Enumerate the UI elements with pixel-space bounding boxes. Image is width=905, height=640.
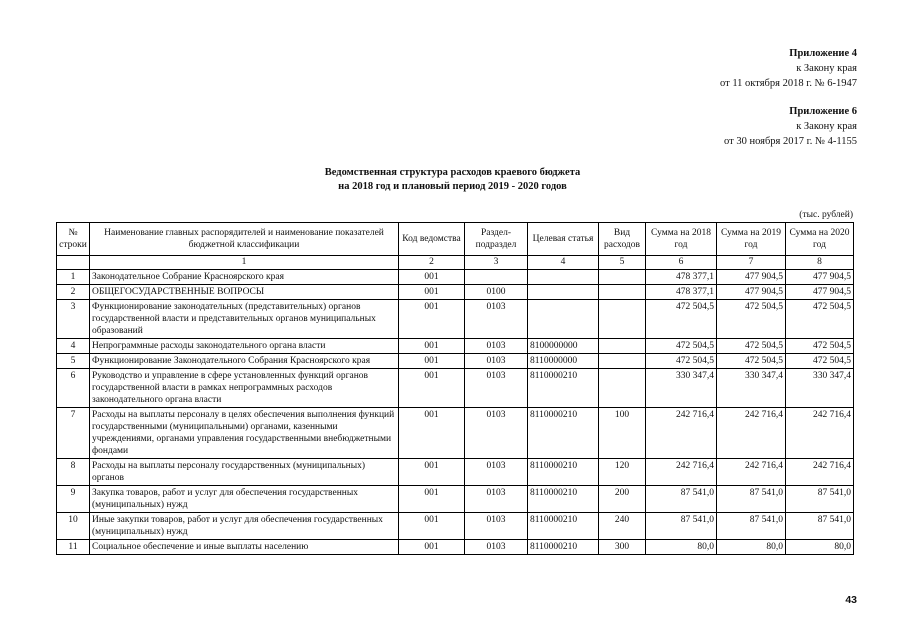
header-2019: Сумма на 2019 год [717, 223, 786, 256]
column-number: 2 [399, 256, 465, 270]
table-header-row [57, 223, 854, 256]
cell-dept: 001 [399, 459, 465, 486]
cell-n: 6 [57, 369, 90, 408]
cell-y2019: 242 716,4 [717, 408, 786, 459]
cell-n: 1 [57, 270, 90, 285]
cell-name: ОБЩЕГОСУДАРСТВЕННЫЕ ВОПРОСЫ [90, 285, 399, 300]
cell-section: 0103 [465, 540, 528, 555]
header-exptype: Вид расходов [599, 223, 646, 256]
table-row [57, 486, 854, 513]
table-row [57, 369, 854, 408]
table-row [57, 408, 854, 459]
cell-section: 0103 [465, 354, 528, 369]
cell-exptype: 200 [599, 486, 646, 513]
table-row [57, 540, 854, 555]
cell-y2019: 330 347,4 [717, 369, 786, 408]
cell-y2018: 478 377,1 [646, 285, 717, 300]
cell-dept: 001 [399, 369, 465, 408]
appendix-4-line1: к Закону края [796, 63, 857, 74]
budget-table [56, 222, 854, 555]
cell-y2019: 87 541,0 [717, 513, 786, 540]
cell-y2018: 87 541,0 [646, 513, 717, 540]
cell-target: 8110000210 [528, 459, 599, 486]
cell-y2018: 472 504,5 [646, 339, 717, 354]
cell-target [528, 300, 599, 339]
cell-y2018: 242 716,4 [646, 459, 717, 486]
cell-target [528, 270, 599, 285]
cell-exptype: 120 [599, 459, 646, 486]
header-target: Целевая статья [528, 223, 599, 256]
cell-dept: 001 [399, 408, 465, 459]
table-row [57, 270, 854, 285]
cell-y2018: 472 504,5 [646, 354, 717, 369]
page-number: 43 [845, 594, 857, 606]
cell-y2020: 477 904,5 [786, 285, 854, 300]
cell-name: Руководство и управление в сфере установленных функций органов государственной власти в рамках непрограммных расходов законодательного органа власти [90, 369, 399, 408]
cell-y2020: 472 504,5 [786, 339, 854, 354]
cell-y2020: 87 541,0 [786, 486, 854, 513]
cell-y2018: 330 347,4 [646, 369, 717, 408]
cell-y2019: 477 904,5 [717, 270, 786, 285]
cell-n: 9 [57, 486, 90, 513]
column-number-row [57, 256, 854, 270]
cell-y2019: 87 541,0 [717, 486, 786, 513]
cell-dept: 001 [399, 513, 465, 540]
cell-exptype [599, 285, 646, 300]
cell-exptype [599, 300, 646, 339]
cell-y2019: 242 716,4 [717, 459, 786, 486]
cell-section: 0103 [465, 408, 528, 459]
cell-exptype [599, 270, 646, 285]
column-number [57, 256, 90, 270]
cell-section: 0103 [465, 486, 528, 513]
appendix-6-line2: от 30 ноября 2017 г. № 4-1155 [724, 136, 857, 147]
appendix-4-line2: от 11 октября 2018 г. № 6-1947 [720, 78, 857, 89]
cell-name: Иные закупки товаров, работ и услуг для обеспечения государственных (муниципальных) нужд [90, 513, 399, 540]
appendix-6-line1: к Закону края [796, 121, 857, 132]
cell-y2018: 472 504,5 [646, 300, 717, 339]
cell-y2018: 478 377,1 [646, 270, 717, 285]
cell-n: 7 [57, 408, 90, 459]
appendix-4-header [720, 46, 857, 91]
cell-y2018: 242 716,4 [646, 408, 717, 459]
table-row [57, 354, 854, 369]
header-2018: Сумма на 2018 год [646, 223, 717, 256]
cell-y2019: 472 504,5 [717, 354, 786, 369]
cell-section: 0100 [465, 285, 528, 300]
cell-y2018: 87 541,0 [646, 486, 717, 513]
header-num: № строки [57, 223, 90, 256]
cell-n: 3 [57, 300, 90, 339]
document-title [0, 166, 905, 194]
cell-target: 8110000210 [528, 540, 599, 555]
column-number: 1 [90, 256, 399, 270]
cell-name: Непрограммные расходы законодательного органа власти [90, 339, 399, 354]
cell-target: 8110000000 [528, 354, 599, 369]
cell-dept: 001 [399, 486, 465, 513]
cell-dept: 001 [399, 285, 465, 300]
cell-n: 5 [57, 354, 90, 369]
column-number: 8 [786, 256, 854, 270]
cell-section: 0103 [465, 459, 528, 486]
cell-target: 8110000210 [528, 486, 599, 513]
cell-y2020: 472 504,5 [786, 300, 854, 339]
document-title-line1: Ведомственная структура расходов краевого бюджета [324, 167, 581, 178]
cell-target: 8110000210 [528, 369, 599, 408]
cell-name: Закупка товаров, работ и услуг для обеспечения государственных (муниципальных) нужд [90, 486, 399, 513]
cell-y2020: 80,0 [786, 540, 854, 555]
header-section: Раздел-подраздел [465, 223, 528, 256]
cell-dept: 001 [399, 540, 465, 555]
cell-n: 2 [57, 285, 90, 300]
cell-exptype [599, 339, 646, 354]
cell-y2018: 80,0 [646, 540, 717, 555]
cell-target: 8100000000 [528, 339, 599, 354]
cell-dept: 001 [399, 339, 465, 354]
cell-exptype: 100 [599, 408, 646, 459]
appendix-6-title: Приложение 6 [789, 106, 857, 117]
cell-name: Расходы на выплаты персоналу государственных (муниципальных) органов [90, 459, 399, 486]
cell-section: 0103 [465, 339, 528, 354]
cell-dept: 001 [399, 300, 465, 339]
appendix-4-title: Приложение 4 [789, 48, 857, 59]
table-row [57, 285, 854, 300]
cell-exptype: 240 [599, 513, 646, 540]
column-number: 6 [646, 256, 717, 270]
cell-dept: 001 [399, 354, 465, 369]
column-number: 3 [465, 256, 528, 270]
cell-y2020: 472 504,5 [786, 354, 854, 369]
cell-target: 8110000210 [528, 513, 599, 540]
cell-dept: 001 [399, 270, 465, 285]
cell-section: 0103 [465, 369, 528, 408]
cell-y2019: 472 504,5 [717, 339, 786, 354]
column-number: 5 [599, 256, 646, 270]
cell-y2019: 477 904,5 [717, 285, 786, 300]
cell-section: 0103 [465, 513, 528, 540]
cell-name: Законодательное Собрание Красноярского края [90, 270, 399, 285]
cell-name: Функционирование законодательных (представительных) органов государственной власти и представительных органов муниципальных образований [90, 300, 399, 339]
cell-n: 10 [57, 513, 90, 540]
cell-y2019: 80,0 [717, 540, 786, 555]
document-title-line2: на 2018 год и плановый период 2019 - 2020 годов [338, 181, 567, 192]
cell-n: 4 [57, 339, 90, 354]
units-note: (тыс. рублей) [799, 210, 853, 220]
column-number: 4 [528, 256, 599, 270]
cell-name: Расходы на выплаты персоналу в целях обеспечения выполнения функций государственными (муниципальными) органами, казенными учреждениями, органами управления государственными внебюджетными фондами [90, 408, 399, 459]
cell-target [528, 285, 599, 300]
header-2020: Сумма на 2020 год [786, 223, 854, 256]
table-row [57, 459, 854, 486]
header-name: Наименование главных распорядителей и наименование показателей бюджетной классификации [90, 223, 399, 256]
cell-n: 11 [57, 540, 90, 555]
cell-y2020: 330 347,4 [786, 369, 854, 408]
table-row [57, 300, 854, 339]
cell-n: 8 [57, 459, 90, 486]
column-number: 7 [717, 256, 786, 270]
table-row [57, 513, 854, 540]
cell-y2020: 87 541,0 [786, 513, 854, 540]
cell-y2020: 242 716,4 [786, 408, 854, 459]
cell-exptype [599, 354, 646, 369]
cell-exptype: 300 [599, 540, 646, 555]
appendix-6-header [724, 104, 857, 149]
cell-name: Функционирование Законодательного Собрания Красноярского края [90, 354, 399, 369]
cell-section [465, 270, 528, 285]
cell-y2020: 242 716,4 [786, 459, 854, 486]
cell-y2019: 472 504,5 [717, 300, 786, 339]
table-row [57, 339, 854, 354]
cell-exptype [599, 369, 646, 408]
header-dept: Код ведомства [399, 223, 465, 256]
cell-y2020: 477 904,5 [786, 270, 854, 285]
cell-section: 0103 [465, 300, 528, 339]
cell-target: 8110000210 [528, 408, 599, 459]
cell-name: Социальное обеспечение и иные выплаты населению [90, 540, 399, 555]
